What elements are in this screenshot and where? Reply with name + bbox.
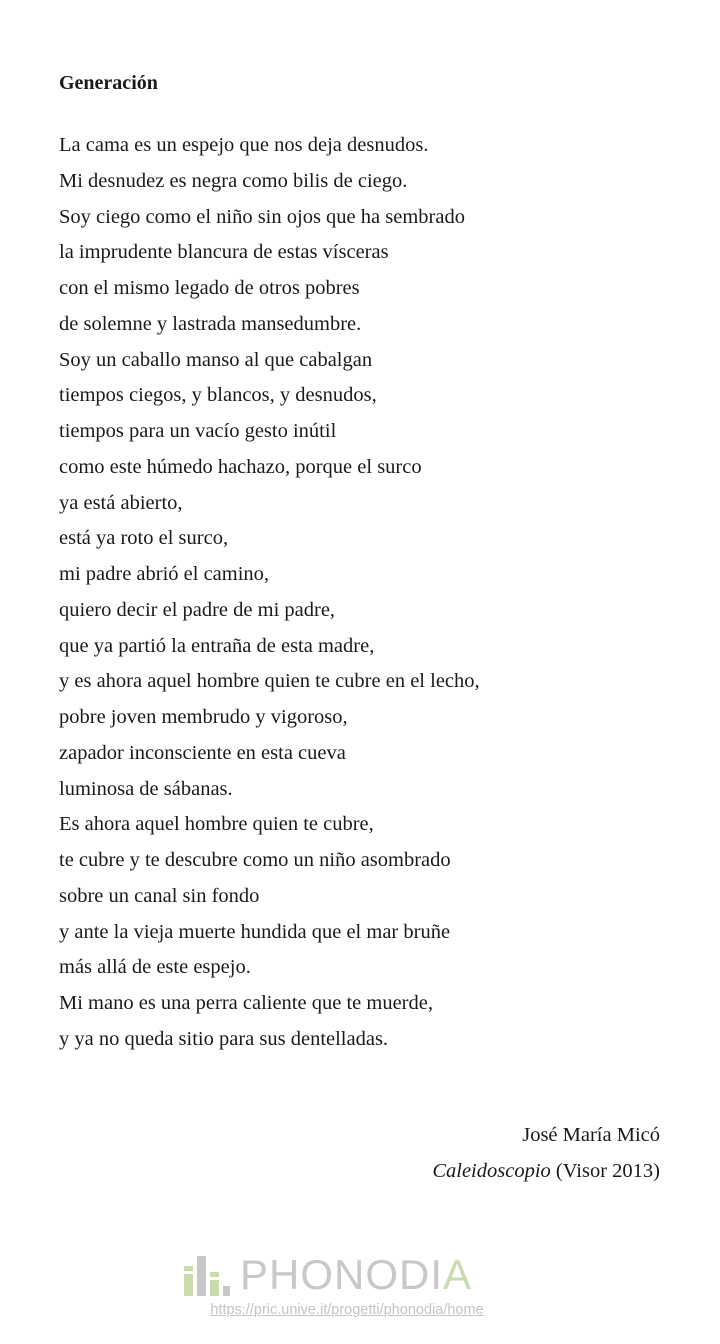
poem-line: la imprudente blancura de estas vísceras [59, 241, 389, 264]
poem-line: La cama es un espejo que nos deja desnudos. [59, 134, 429, 156]
poem-line: zapador inconsciente en esta cueva [59, 741, 346, 764]
book-citation [432, 1153, 660, 1189]
poem-line: tiempos ciegos, y blancos, y desnudos, [59, 384, 377, 407]
poem-line: como este húmedo hachazo, porque el surco [59, 455, 422, 478]
attribution [432, 1117, 660, 1189]
poem-line: pobre joven membrudo y vigoroso, [59, 706, 348, 728]
poem-line: quiero decir el padre de mi padre, [59, 598, 336, 621]
poem-line: está ya roto el surco, [59, 527, 229, 550]
poem-line: sobre un canal sin fondo [59, 884, 260, 907]
poem-line: Mi desnudez es negra como bilis de ciego. [59, 169, 408, 192]
poem-line: de solemne y lastrada mansedumbre. [59, 312, 362, 335]
poem-title: Generación [59, 72, 158, 94]
poem-line: Mi mano es una perra caliente que te muerde, [59, 992, 433, 1014]
poem-line: tiempos para un vacío gesto inútil [59, 420, 337, 442]
poem-line: y ante la vieja muerte hundida que el mar bruñe [59, 920, 451, 943]
author-name: José María Micó [522, 1124, 660, 1146]
project-url-link[interactable]: https://pric.unive.it/progetti/phonodia/home [210, 1302, 484, 1318]
bar-chart-icon [184, 1256, 230, 1296]
poem-line: y ya no queda sitio para sus dentelladas. [59, 1027, 389, 1050]
logo-wordmark [240, 1251, 473, 1298]
poem-body [59, 128, 480, 1058]
phonodia-logo [184, 1248, 504, 1296]
book-title: Caleidoscopio [432, 1160, 551, 1182]
logo-wordmark-accent: A [443, 1251, 473, 1298]
poem-line: Soy un caballo manso al que cabalgan [59, 348, 373, 371]
poem-line: Soy ciego como el niño sin ojos que ha sembrado [59, 205, 465, 228]
poem-line: te cubre y te descubre como un niño asombrado [59, 849, 451, 871]
publisher-info: (Visor 2013) [555, 1160, 660, 1182]
poem-line: ya está abierto, [59, 491, 183, 514]
poem-line: más allá de este espejo. [59, 956, 251, 979]
poem-line: y es ahora aquel hombre quien te cubre en el lecho, [59, 670, 480, 693]
poem-line: con el mismo legado de otros pobres [59, 277, 360, 299]
poem-line: mi padre abrió el camino, [59, 563, 270, 585]
logo-wordmark-main: PHONODI [240, 1251, 444, 1298]
poem-line: que ya partió la entraña de esta madre, [59, 634, 375, 657]
poem-line: Es ahora aquel hombre quien te cubre, [59, 813, 374, 836]
poem-line: luminosa de sábanas. [59, 777, 233, 800]
